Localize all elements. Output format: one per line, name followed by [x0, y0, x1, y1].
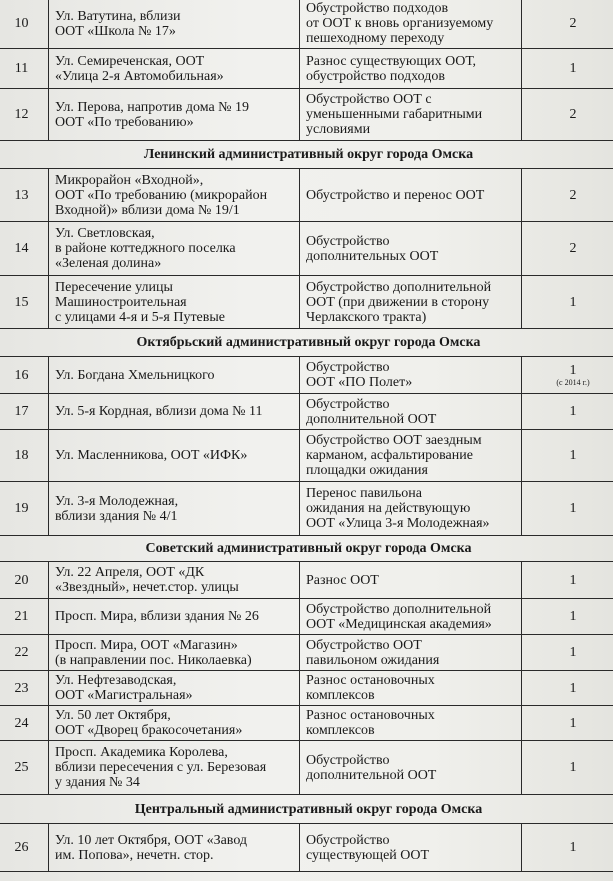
- quantity-cell: [522, 599, 613, 635]
- quantity-cell: [522, 276, 613, 329]
- quantity-note: (с 2014 г.): [556, 378, 590, 387]
- quantity-cell: [522, 89, 613, 141]
- work-description-cell: Разнос остановочных комплексов: [300, 671, 522, 706]
- row-number: 24: [0, 706, 49, 741]
- row-number: 22: [0, 635, 49, 671]
- location-cell: Просп. Мира, ООТ «Магазин» (в направлении пос. Николаевка): [49, 635, 300, 671]
- row-number: 15: [0, 276, 49, 329]
- row-number: 14: [0, 222, 49, 276]
- work-description-cell: Разнос ООТ: [300, 562, 522, 599]
- quantity-value: 1: [569, 609, 577, 624]
- work-description-cell: Разнос существующих ООТ, обустройство подходов: [300, 49, 522, 89]
- work-description-cell: Перенос павильона ожидания на действующую ООТ «Улица 3-я Молодежная»: [300, 482, 522, 536]
- row-number: 10: [0, 0, 49, 49]
- district-section-row: [0, 536, 613, 562]
- location-cell: Ул. Перова, напротив дома № 19 ООТ «По требованию»: [49, 89, 300, 141]
- table-row: [0, 599, 613, 635]
- row-number: 20: [0, 562, 49, 599]
- quantity-cell: [522, 49, 613, 89]
- table-row: [0, 706, 613, 741]
- location-cell: Ул. Нефтезаводская, ООТ «Магистральная»: [49, 671, 300, 706]
- quantity-value: 1: [569, 840, 577, 855]
- location-cell: Микрорайон «Входной», ООТ «По требованию (микрорайон Входной)» вблизи дома № 19/1: [49, 169, 300, 222]
- work-description-cell: Обустройство ООТ с уменьшенными габаритными условиями: [300, 89, 522, 141]
- work-description-cell: Обустройство дополнительной ООТ: [300, 394, 522, 430]
- location-cell: Ул. 50 лет Октября, ООТ «Дворец бракосочетания»: [49, 706, 300, 741]
- location-cell: Ул. 3-я Молодежная, вблизи здания № 4/1: [49, 482, 300, 536]
- location-cell: Просп. Академика Королева, вблизи пересечения с ул. Березовая у здания № 34: [49, 741, 300, 795]
- table-row: [0, 49, 613, 89]
- row-number: 12: [0, 89, 49, 141]
- work-description-cell: Обустройство подходов от ООТ к вновь организуемому пешеходному переходу: [300, 0, 522, 49]
- quantity-value: 1: [569, 61, 577, 76]
- quantity-value: 1: [569, 363, 577, 378]
- table-row: [0, 671, 613, 706]
- table-row: [0, 169, 613, 222]
- quantity-cell: [522, 741, 613, 795]
- quantity-value: 1: [569, 760, 577, 775]
- work-description-cell: Разнос остановочных комплексов: [300, 706, 522, 741]
- quantity-cell: [522, 0, 613, 49]
- quantity-value: 1: [569, 572, 577, 588]
- table-row: [0, 562, 613, 599]
- work-description-cell: Обустройство ООТ «ПО Полет»: [300, 357, 522, 394]
- location-cell: Пересечение улицы Машиностроительная с улицами 4-я и 5-я Путевые: [49, 276, 300, 329]
- work-description-cell: Обустройство ООТ павильоном ожидания: [300, 635, 522, 671]
- quantity-cell: [522, 169, 613, 222]
- quantity-cell: [522, 824, 613, 872]
- location-cell: Ул. Ватутина, вблизи ООТ «Школа № 17»: [49, 0, 300, 49]
- location-cell: Ул. 22 Апреля, ООТ «ДК «Звездный», нечет.стор. улицы: [49, 562, 300, 599]
- district-section-row: [0, 795, 613, 824]
- work-description-cell: Обустройство и перенос ООТ: [300, 169, 522, 222]
- quantity-value: 1: [569, 645, 577, 660]
- row-number: 13: [0, 169, 49, 222]
- quantity-cell: [522, 222, 613, 276]
- district-section-row: [0, 141, 613, 169]
- row-number: 19: [0, 482, 49, 536]
- quantity-value: 2: [569, 16, 577, 31]
- row-number: 25: [0, 741, 49, 795]
- work-description-cell: Обустройство дополнительной ООТ «Медицинская академия»: [300, 599, 522, 635]
- row-number: 17: [0, 394, 49, 430]
- table-row: [0, 276, 613, 329]
- quantity-cell: [522, 635, 613, 671]
- quantity-value: 1: [569, 680, 577, 696]
- table-row: [0, 0, 613, 49]
- location-cell: Ул. Светловская, в районе коттеджного поселка «Зеленая долина»: [49, 222, 300, 276]
- quantity-cell: [522, 706, 613, 741]
- work-description-cell: Обустройство существующей ООТ: [300, 824, 522, 872]
- quantity-cell: [522, 430, 613, 482]
- location-cell: Ул. Семиреченская, ООТ «Улица 2-я Автомобильная»: [49, 49, 300, 89]
- table-row: [0, 635, 613, 671]
- table-row: [0, 430, 613, 482]
- quantity-value: 1: [569, 404, 577, 419]
- table-row: [0, 824, 613, 872]
- location-cell: Ул. 10 лет Октября, ООТ «Завод им. Попова», нечетн. стор.: [49, 824, 300, 872]
- quantity-cell: [522, 562, 613, 599]
- work-description-cell: Обустройство ООТ заездным карманом, асфальтирование площадки ожидания: [300, 430, 522, 482]
- table-row: [0, 357, 613, 394]
- district-section-title: Октябрьский административный округ города Омска: [0, 329, 613, 357]
- work-description-cell: Обустройство дополнительной ООТ (при движении в сторону Черлакского тракта): [300, 276, 522, 329]
- row-number: 16: [0, 357, 49, 394]
- district-section-row: [0, 329, 613, 357]
- table-row: [0, 482, 613, 536]
- table-row: [0, 89, 613, 141]
- row-number: 26: [0, 824, 49, 872]
- row-number: 11: [0, 49, 49, 89]
- quantity-cell: [522, 671, 613, 706]
- row-number: 23: [0, 671, 49, 706]
- district-section-title: Центральный административный округ города Омска: [0, 795, 613, 824]
- quantity-value: 1: [569, 501, 577, 516]
- quantity-value: 2: [569, 187, 577, 203]
- district-section-title: Ленинский административный округ города Омска: [0, 141, 613, 169]
- quantity-value: 1: [569, 715, 577, 731]
- work-description-cell: Обустройство дополнительной ООТ: [300, 741, 522, 795]
- location-cell: Ул. Богдана Хмельницкого: [49, 357, 300, 394]
- row-number: 21: [0, 599, 49, 635]
- table-row: [0, 394, 613, 430]
- location-cell: Ул. Масленникова, ООТ «ИФК»: [49, 430, 300, 482]
- table-row: [0, 222, 613, 276]
- location-cell: Просп. Мира, вблизи здания № 26: [49, 599, 300, 635]
- quantity-value: 2: [569, 241, 577, 256]
- quantity-value: 2: [569, 107, 577, 122]
- quantity-value: 1: [569, 294, 577, 310]
- work-description-cell: Обустройство дополнительных ООТ: [300, 222, 522, 276]
- table-row: [0, 741, 613, 795]
- location-cell: Ул. 5-я Кордная, вблизи дома № 11: [49, 394, 300, 430]
- quantity-cell: [522, 482, 613, 536]
- district-section-title: Советский административный округ города Омска: [0, 536, 613, 562]
- quantity-cell: [522, 394, 613, 430]
- quantity-value: 1: [569, 448, 577, 463]
- quantity-cell: [522, 357, 613, 394]
- row-number: 18: [0, 430, 49, 482]
